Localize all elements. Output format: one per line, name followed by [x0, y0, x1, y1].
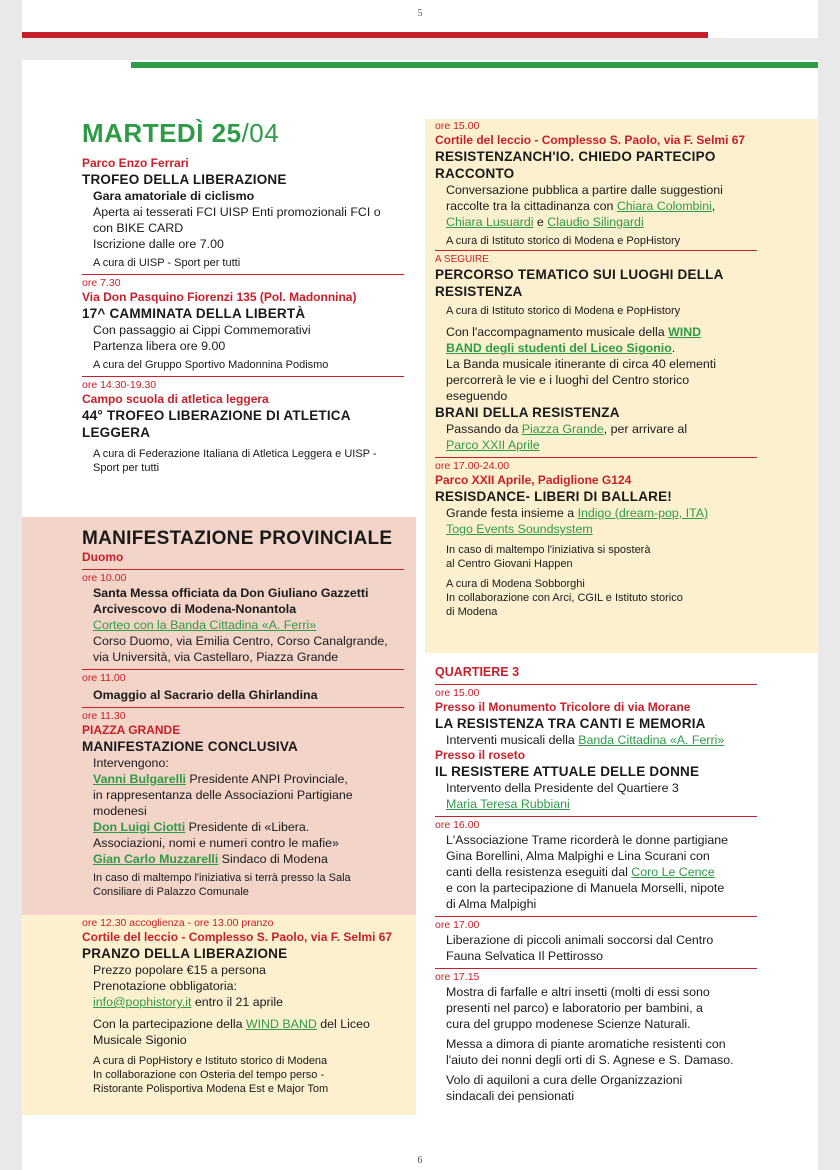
divider	[82, 569, 404, 570]
event-text: Liberazione di piccoli animali soccorsi dal Centro	[446, 933, 714, 947]
event-title: LA RESISTENZA TRA CANTI E MEMORIA	[435, 716, 706, 731]
green-accent-bar	[131, 62, 818, 68]
event-text: Messa a dimora di piante aromatiche resistenti con	[446, 1037, 726, 1051]
choir-link[interactable]: Coro Le Cence	[631, 865, 715, 879]
event-text: .	[671, 341, 676, 355]
event-place: Campo scuola di atletica leggera	[82, 392, 269, 406]
event-text: Con l'accompagnamento musicale della	[446, 325, 669, 339]
event-text: Corso Duomo, via Emilia Centro, Corso Canalgrande,	[93, 634, 388, 648]
event-text: entro il 21 aprile	[191, 995, 284, 1009]
event-text: via Università, via Castellaro, Piazza Grande	[93, 650, 339, 664]
event-text: di Alma Malpighi	[446, 897, 537, 911]
event-subtitle: Gara amatoriale di ciclismo	[93, 189, 255, 203]
event-body	[435, 732, 757, 748]
event-text: cura del gruppo modenese Scienze Naturali.	[446, 1017, 691, 1031]
left-column	[82, 118, 404, 475]
event-resistenzanchio	[435, 120, 757, 248]
speaker-link[interactable]: Vanni Bulgarelli	[93, 772, 186, 786]
day-title-date: MARTEDÌ 25	[82, 118, 242, 148]
event-body	[82, 687, 404, 703]
event-camminata	[82, 277, 404, 372]
event-atletica	[82, 379, 404, 475]
event-text: canti della resistenza eseguiti dal	[446, 865, 632, 879]
corteo-link[interactable]: Corteo con la Banda Cittadina «A. Ferri»	[93, 618, 317, 632]
event-text: Grande festa insieme a	[446, 506, 578, 520]
divider	[82, 376, 404, 377]
event-credit: In collaborazione con Arci, CGIL e Istituto storico	[446, 592, 683, 604]
event-body	[435, 832, 757, 912]
band-link[interactable]: Banda Cittadina «A. Ferri»	[578, 733, 725, 747]
divider	[435, 816, 757, 817]
event-text: Aperta ai tesserati FCI UISP Enti promozionali FCI o	[93, 205, 381, 219]
event-title: RESISTENZA	[435, 284, 523, 299]
person-link[interactable]: Chiara Lusuardi	[446, 215, 534, 229]
email-link[interactable]: info@pophistory.it	[93, 995, 192, 1009]
event-trofeo-liberazione	[82, 156, 404, 270]
page-number-bottom: 6	[417, 1155, 423, 1166]
event-place: PIAZZA GRANDE	[82, 723, 181, 737]
event-body	[435, 505, 757, 619]
event-text: Fauna Selvatica Il Pettirosso	[446, 949, 604, 963]
event-title: LEGGERA	[82, 425, 151, 440]
event-body	[435, 932, 757, 964]
event-text: ,	[711, 199, 716, 213]
event-credit: Ristorante Polisportiva Modena Est e Major Tom	[93, 1083, 329, 1095]
event-title: RESISTENZANCH'IO. CHIEDO PARTECIPO	[435, 149, 716, 164]
event-text: Gina Borellini, Alma Malpighi e Lina Scurani con	[446, 849, 710, 863]
event-place: Presso il Monumento Tricolore di via Morane	[435, 700, 691, 714]
speaker-link[interactable]: Don Luigi Ciotti	[93, 820, 186, 834]
event-text: e	[533, 215, 548, 229]
event-time: ore 15.00	[435, 120, 480, 132]
event-title: PRANZO DELLA LIBERAZIONE	[82, 946, 288, 961]
event-place: Parco XXII Aprile, Padiglione G124	[435, 473, 632, 487]
event-credit: A cura del Gruppo Sportivo Madonnina Podismo	[93, 359, 329, 371]
event-time: ore 11.00	[82, 672, 126, 684]
place-link[interactable]: Piazza Grande	[521, 422, 604, 436]
person-link[interactable]: Chiara Colombini	[616, 199, 712, 213]
event-time: ore 17.00	[435, 919, 480, 931]
event-body	[82, 962, 404, 1096]
event-time: ore 17.15	[435, 971, 480, 983]
event-body	[82, 188, 404, 270]
event-text: in rappresentanza delle Associazioni Partigiane	[93, 788, 353, 802]
event-percorso	[435, 253, 757, 453]
event-text: Con passaggio ai Cippi Commemorativi	[93, 323, 311, 337]
divider	[435, 684, 757, 685]
event-place: Via Don Pasquino Fiorenzi 135 (Pol. Madonnina)	[82, 290, 357, 304]
event-text: Partenza libera ore 9.00	[93, 339, 226, 353]
event-time: ore 17.00-24.00	[435, 460, 510, 472]
event-text: Prenotazione obbligatoria:	[93, 979, 237, 993]
event-body	[435, 421, 757, 453]
divider	[82, 274, 404, 275]
event-text: sindacali dei pensionati	[446, 1089, 575, 1103]
event-text: presenti nel parco) e laboratorio per bambini, a	[446, 1001, 703, 1015]
event-place: Parco Enzo Ferrari	[82, 156, 189, 170]
event-title: RACCONTO	[435, 166, 515, 181]
event-place: Duomo	[82, 550, 124, 564]
place-link[interactable]: Parco XXII Aprile	[446, 438, 540, 452]
event-time: ore 10.00	[82, 572, 127, 584]
event-note: In caso di maltempo l'iniziativa si sposterà	[446, 544, 651, 556]
band-link[interactable]: Indigo (dream-pop, ITA)	[577, 506, 709, 520]
event-text: raccolte tra la cittadinanza con	[446, 199, 617, 213]
divider	[435, 968, 757, 969]
red-accent-bar	[22, 32, 708, 38]
event-time: A SEGUIRE	[435, 254, 489, 265]
event-text: Volo di aquiloni a cura delle Organizzazioni	[446, 1073, 683, 1087]
event-text: Conversazione pubblica a partire dalle suggestioni	[446, 183, 723, 197]
event-time: ore 14.30-19.30	[82, 379, 157, 391]
event-credit: A cura di UISP - Sport per tutti	[93, 257, 241, 269]
event-credit: A cura di Federazione Italiana di Atletica Leggera e UISP -	[93, 448, 377, 460]
event-title: PERCORSO TEMATICO SUI LUOGHI DELLA	[435, 267, 724, 282]
program-page	[22, 60, 818, 1170]
event-time: ore 12.30 accoglienza - ore 13.00 pranzo	[82, 917, 274, 929]
event-body	[435, 984, 757, 1104]
event-place: Cortile del leccio - Complesso S. Paolo, via F. Selmi 67	[435, 133, 746, 147]
event-place: Cortile del leccio - Complesso S. Paolo, via F. Selmi 67	[82, 930, 393, 944]
event-body	[82, 755, 404, 899]
event-text: Santa Messa officiata da Don Giuliano Gazzetti	[93, 586, 369, 600]
event-text: Intervento della Presidente del Quartiere 3	[446, 781, 679, 795]
event-text: e con la partecipazione di Manuela Morselli, nipote	[446, 881, 725, 895]
person-link[interactable]: Maria Teresa Rubbiani	[446, 797, 570, 811]
event-resisdance	[435, 460, 757, 619]
event-text: Arcivescovo di Modena-Nonantola	[93, 602, 297, 616]
event-body	[82, 585, 404, 665]
wind-band-link[interactable]: WIND BAND	[245, 1017, 317, 1031]
event-text: Interventi musicali della	[446, 733, 579, 747]
event-note: Consiliare di Palazzo Comunale	[93, 886, 249, 898]
event-credit: A cura di Istituto storico di Modena e PopHistory	[446, 235, 681, 247]
event-time: ore 7.30	[82, 277, 121, 289]
right-column	[435, 120, 757, 619]
event-pranzo	[82, 917, 404, 1096]
provincial-section	[82, 528, 404, 899]
event-body	[82, 322, 404, 372]
event-time: ore 16.00	[435, 819, 480, 831]
quartiere-3-section	[435, 664, 757, 1104]
event-title: MANIFESTAZIONE CONCLUSIVA	[82, 739, 298, 754]
divider	[435, 250, 757, 251]
event-title: 44° TROFEO LIBERAZIONE DI ATLETICA	[82, 408, 351, 423]
section-heading: QUARTIERE 3	[435, 665, 520, 679]
day-title	[82, 118, 404, 148]
event-title: RESISDANCE- LIBERI DI BALLARE!	[435, 489, 673, 504]
event-text: Intervengono:	[93, 756, 169, 770]
previous-page-fragment	[22, 0, 818, 38]
event-time: ore 11.30	[82, 710, 126, 722]
divider	[435, 457, 757, 458]
band-link[interactable]: Togo Events Soundsystem	[446, 522, 593, 536]
event-title: IL RESISTERE ATTUALE DELLE DONNE	[435, 764, 700, 779]
speaker-role: Sindaco di Modena	[218, 852, 328, 866]
event-text: L'Associazione Trame ricorderà le donne partigiane	[446, 833, 729, 847]
divider	[435, 916, 757, 917]
person-link[interactable]: Claudio Silingardi	[547, 215, 644, 229]
event-place: Presso il roseto	[435, 748, 526, 762]
divider	[82, 707, 404, 708]
event-body	[435, 182, 757, 248]
event-body	[82, 441, 404, 475]
day-title-month: /04	[241, 118, 280, 148]
event-text: eseguendo	[446, 389, 508, 403]
event-note: al Centro Giovani Happen	[446, 558, 573, 570]
wind-band-link[interactable]: BAND degli studenti del Liceo Sigonio	[446, 341, 672, 355]
event-text: percorrerà le vie e i luoghi del Centro storico	[446, 373, 690, 387]
event-subtitle: BRANI DELLA RESISTENZA	[435, 405, 620, 420]
section-heading: MANIFESTAZIONE PROVINCIALE	[82, 528, 393, 549]
event-text: La Banda musicale itinerante di circa 40 elementi	[446, 357, 716, 371]
event-credit: A cura di PopHistory e Istituto storico di Modena	[93, 1055, 328, 1067]
speaker-link[interactable]: Gian Carlo Muzzarelli	[93, 852, 219, 866]
event-text: Iscrizione dalle ore 7.00	[93, 237, 224, 251]
event-text: , per arrivare al	[603, 422, 688, 436]
event-text: l'aiuto dei nonni degli orti di S. Agnese e S. Damaso.	[446, 1053, 734, 1067]
event-text: Prezzo popolare €15 a persona	[93, 963, 266, 977]
event-body	[435, 300, 757, 404]
event-text: modenesi	[93, 804, 147, 818]
event-credit: A cura di Istituto storico di Modena e PopHistory	[446, 305, 681, 317]
event-text: del Liceo	[316, 1017, 370, 1031]
event-note: In caso di maltempo l'iniziativa si terrà presso la Sala	[93, 872, 351, 884]
event-time: ore 15.00	[435, 687, 480, 699]
wind-band-link[interactable]: WIND	[668, 325, 702, 339]
page-number-top: 5	[417, 8, 423, 19]
event-text: Associazioni, nomi e numeri contro le mafie»	[93, 836, 339, 850]
event-text: Mostra di farfalle e altri insetti (molti di essi sono	[446, 985, 710, 999]
event-text: Musicale Sigonio	[93, 1033, 187, 1047]
event-title: TROFEO DELLA LIBERAZIONE	[82, 172, 287, 187]
speaker-role: Presidente di «Libera.	[185, 820, 310, 834]
event-text: con BIKE CARD	[93, 221, 184, 235]
divider	[82, 669, 404, 670]
event-text: Con la partecipazione della	[93, 1017, 246, 1031]
event-title: 17^ CAMMINATA DELLA LIBERTÀ	[82, 306, 306, 321]
event-credit: In collaborazione con Osteria del tempo perso -	[93, 1069, 325, 1081]
event-body	[435, 780, 757, 812]
speaker-role: Presidente ANPI Provinciale,	[185, 772, 348, 786]
event-credit: Sport per tutti	[93, 462, 160, 474]
event-credit: di Modena	[446, 606, 498, 618]
event-credit: A cura di Modena Sobborghi	[446, 578, 585, 590]
event-text: Omaggio al Sacrario della Ghirlandina	[93, 688, 318, 702]
event-text: Passando da	[446, 422, 522, 436]
